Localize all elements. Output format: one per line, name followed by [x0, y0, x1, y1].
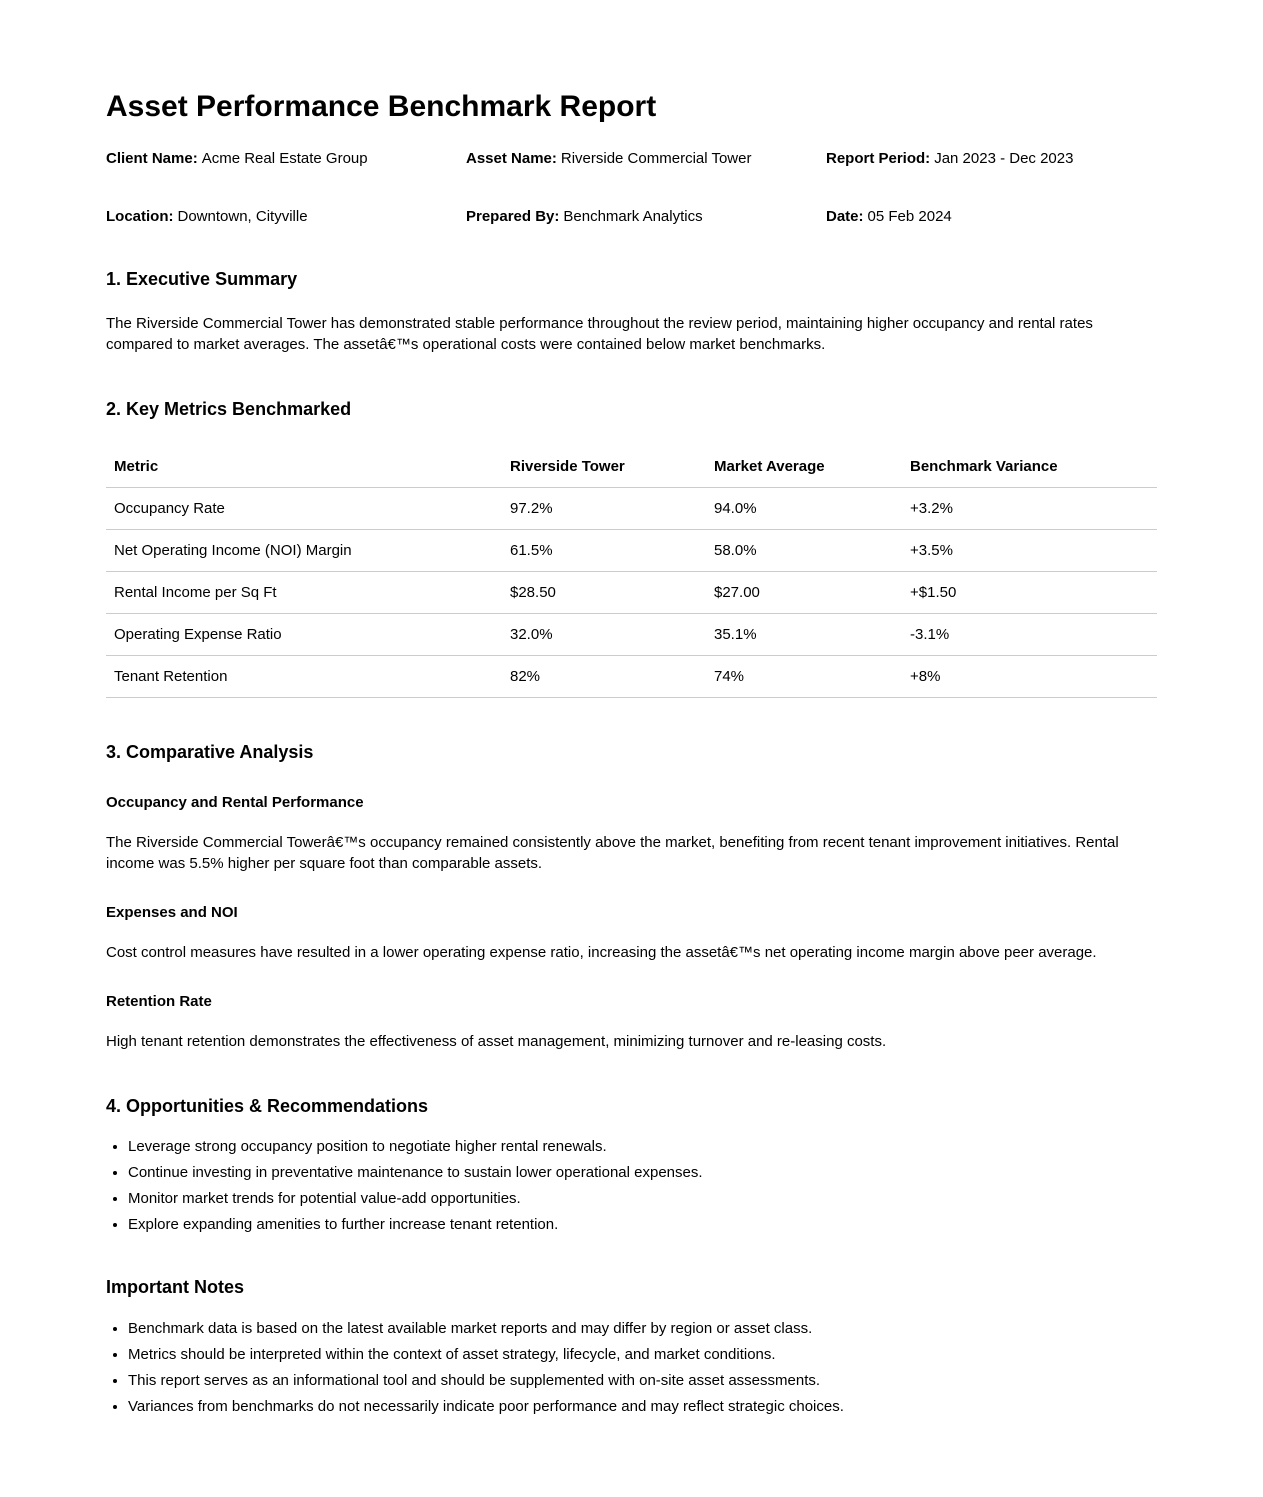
- opportunities-heading: 4. Opportunities & Recommendations: [106, 1095, 429, 1116]
- meta-label: Client Name:: [106, 150, 198, 167]
- key-metrics-heading: 2. Key Metrics Benchmarked: [106, 398, 352, 419]
- list-item: • Metrics should be interpreted within the context of asset strategy, lifecycle, and market conditions.: [128, 1347, 1157, 1363]
- retention-rate-subheading: Retention Rate: [106, 992, 212, 1010]
- section-important-notes: [106, 1277, 1157, 1415]
- table-row: [106, 488, 1157, 530]
- page-title: Asset Performance Benchmark Report: [106, 90, 657, 123]
- meta-prepared-by: [466, 209, 826, 225]
- table-row: [106, 614, 1157, 656]
- cell-riverside-tower: 61.5%: [502, 530, 706, 572]
- meta-value: Jan 2023 - Dec 2023: [934, 150, 1074, 167]
- meta-client-name: [106, 151, 466, 167]
- meta-asset-name: [466, 151, 826, 167]
- column-header-benchmark-variance: Benchmark Variance: [902, 446, 1157, 488]
- section-opportunities: [106, 1096, 1157, 1234]
- column-header-metric: Metric: [106, 446, 502, 488]
- cell-benchmark-variance: +$1.50: [902, 572, 1157, 614]
- meta-location: [106, 209, 466, 225]
- meta-value: Benchmark Analytics: [563, 208, 703, 225]
- cell-riverside-tower: $28.50: [502, 572, 706, 614]
- list-item: • Leverage strong occupancy position to negotiate higher rental renewals.: [128, 1139, 1157, 1155]
- meta-label: Location:: [106, 208, 174, 225]
- section-key-metrics: [106, 399, 1157, 699]
- list-item: • Benchmark data is based on the latest available market reports and may differ by region or asset class.: [128, 1321, 1157, 1337]
- meta-date: [826, 209, 1157, 225]
- list-item: • Monitor market trends for potential value-add opportunities.: [128, 1191, 1157, 1207]
- section-comparative-analysis: [106, 742, 1157, 1052]
- table-row: [106, 530, 1157, 572]
- cell-benchmark-variance: +3.5%: [902, 530, 1157, 572]
- cell-benchmark-variance: -3.1%: [902, 614, 1157, 656]
- list-item: • This report serves as an informational tool and should be supplemented with on-site asset assessments.: [128, 1373, 1157, 1389]
- important-notes-list: [106, 1321, 1157, 1415]
- section-executive-summary: [106, 269, 1157, 355]
- expenses-noi-subheading: Expenses and NOI: [106, 903, 238, 921]
- important-notes-heading: Important Notes: [106, 1277, 245, 1298]
- cell-market-average: 94.0%: [706, 488, 902, 530]
- cell-riverside-tower: 97.2%: [502, 488, 706, 530]
- meta-value: Acme Real Estate Group: [201, 150, 368, 167]
- cell-benchmark-variance: +3.2%: [902, 488, 1157, 530]
- column-header-market-average: Market Average: [706, 446, 902, 488]
- opportunities-list: [106, 1139, 1157, 1233]
- cell-riverside-tower: 32.0%: [502, 614, 706, 656]
- cell-metric: Tenant Retention: [106, 656, 502, 698]
- metrics-table: [106, 446, 1157, 698]
- meta-value: 05 Feb 2024: [867, 208, 952, 225]
- table-row: [106, 656, 1157, 698]
- cell-market-average: $27.00: [706, 572, 902, 614]
- cell-metric: Net Operating Income (NOI) Margin: [106, 530, 502, 572]
- meta-label: Asset Name:: [466, 150, 557, 167]
- meta-value: Downtown, Cityville: [177, 208, 308, 225]
- report-meta: [106, 151, 1157, 225]
- table-header-row: [106, 446, 1157, 488]
- cell-market-average: 35.1%: [706, 614, 902, 656]
- meta-report-period: [826, 151, 1157, 167]
- comparative-analysis-heading: 3. Comparative Analysis: [106, 742, 314, 763]
- list-item: • Continue investing in preventative maintenance to sustain lower operational expenses.: [128, 1165, 1157, 1181]
- table-row: [106, 572, 1157, 614]
- executive-summary-heading: 1. Executive Summary: [106, 269, 298, 289]
- meta-label: Report Period:: [826, 150, 931, 167]
- list-item: • Variances from benchmarks do not necessarily indicate poor performance and may reflect strategic choices.: [128, 1399, 1157, 1415]
- meta-label: Prepared By:: [466, 208, 560, 225]
- expenses-noi-text: Cost control measures have resulted in a lower operating expense ratio, increasing the assetâ€™s net operating income margin above peer average.: [106, 943, 1097, 961]
- cell-metric: Occupancy Rate: [106, 488, 502, 530]
- executive-summary-text: The Riverside Commercial Tower has demonstrated stable performance throughout the review period, maintaining higher occupancy and rental rates compared to market averages. The assetâ€™s operational costs were contained below market benchmarks.: [106, 314, 1093, 353]
- list-item: • Explore expanding amenities to further increase tenant retention.: [128, 1217, 1157, 1233]
- cell-benchmark-variance: +8%: [902, 656, 1157, 698]
- cell-market-average: 58.0%: [706, 530, 902, 572]
- cell-metric: Operating Expense Ratio: [106, 614, 502, 656]
- occupancy-rental-subheading: Occupancy and Rental Performance: [106, 793, 364, 811]
- cell-metric: Rental Income per Sq Ft: [106, 572, 502, 614]
- cell-market-average: 74%: [706, 656, 902, 698]
- meta-value: Riverside Commercial Tower: [560, 150, 752, 167]
- meta-label: Date:: [826, 208, 864, 225]
- column-header-riverside-tower: Riverside Tower: [502, 446, 706, 488]
- retention-rate-text: High tenant retention demonstrates the effectiveness of asset management, minimizing turnover and re-leasing costs.: [106, 1032, 887, 1050]
- cell-riverside-tower: 82%: [502, 656, 706, 698]
- occupancy-rental-text: The Riverside Commercial Towerâ€™s occupancy remained consistently above the market, benefiting from recent tenant improvement initiatives. Rental income was 5.5% higher per square foot than comparable assets.: [106, 833, 1119, 872]
